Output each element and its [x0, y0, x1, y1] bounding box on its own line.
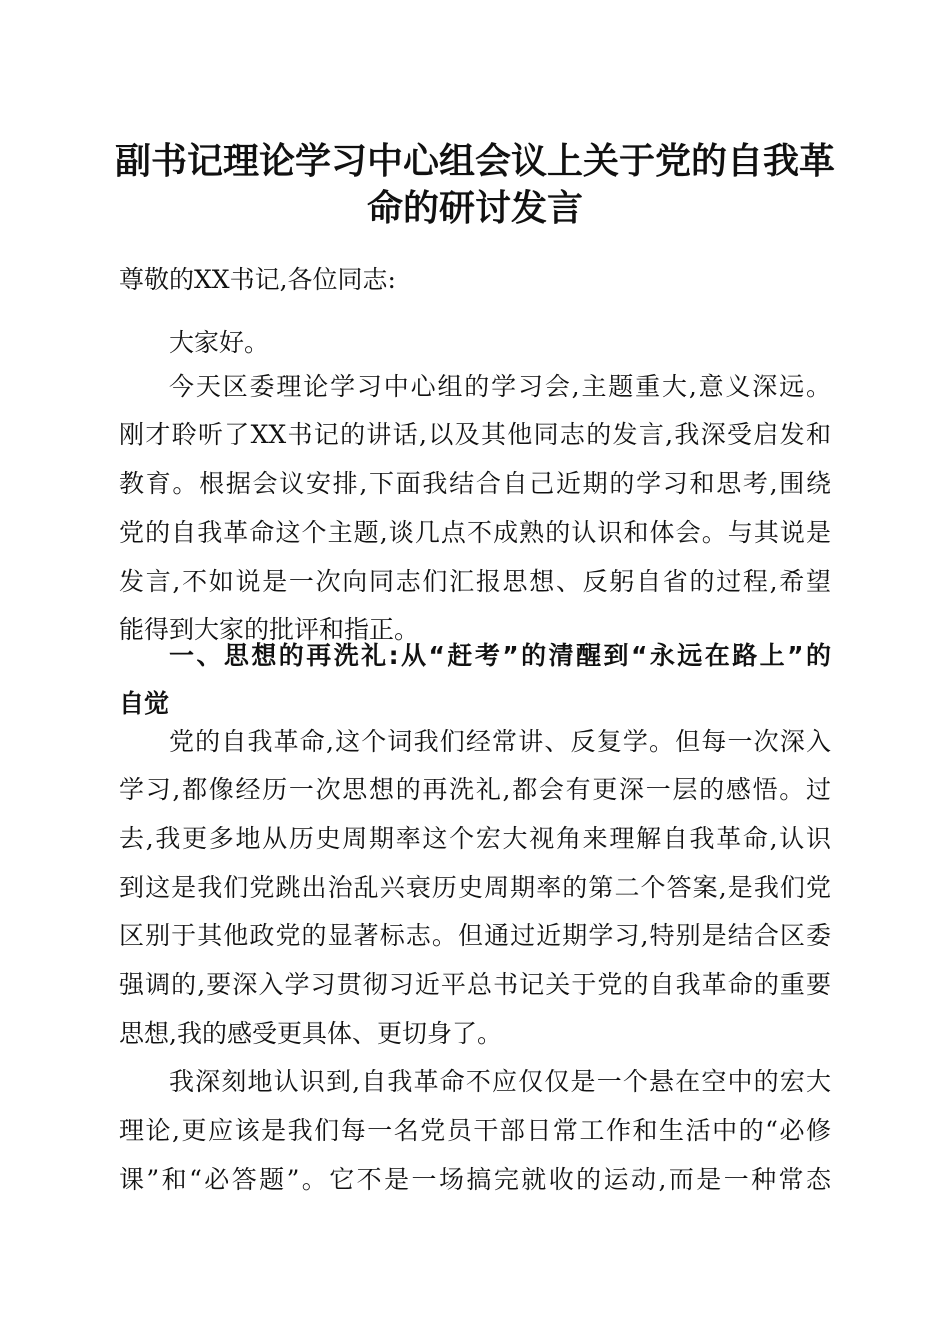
paragraph-1-line-4: 党的自我革命这个主题,谈几点不成熟的认识和体会。与其说是	[119, 518, 831, 547]
paragraph-2-line-4: 到这是我们党跳出治乱兴衰历史周期率的第二个答案,是我们党	[119, 873, 831, 902]
paragraph-2-line-7: 思想,我的感受更具体、更切身了。	[119, 1019, 502, 1048]
salutation: 尊敬的XX书记,各位同志:	[119, 265, 396, 294]
paragraph-3-line-3: 课”和“必答题”。它不是一场搞完就收的运动,而是一种常态	[119, 1165, 831, 1194]
paragraph-2-line-3: 去,我更多地从历史周期率这个宏大视角来理解自我革命,认识	[119, 824, 831, 853]
section-1-heading-line-1: 一、思想的再洗礼:从“赶考”的清醒到“永远在路上”的	[169, 641, 831, 670]
paragraph-1-line-3: 教育。根据会议安排,下面我结合自己近期的学习和思考,围绕	[119, 469, 831, 498]
paragraph-2-line-5: 区别于其他政党的显著标志。但通过近期学习,特别是结合区委	[119, 921, 831, 950]
document-title-line-2: 命的研讨发言	[366, 187, 583, 229]
paragraph-2-line-2: 学习,都像经历一次思想的再洗礼,都会有更深一层的感悟。过	[119, 775, 831, 804]
paragraph-1-line-2: 刚才聆听了XX书记的讲话,以及其他同志的发言,我深受启发和	[119, 420, 831, 449]
paragraph-2-line-6: 强调的,要深入学习贯彻习近平总书记关于党的自我革命的重要	[119, 970, 831, 999]
section-1-heading-line-2: 自觉	[119, 689, 170, 718]
paragraph-3-line-2: 理论,更应该是我们每一名党员干部日常工作和生活中的“必修	[119, 1116, 831, 1145]
paragraph-2-line-1: 党的自我革命,这个词我们经常讲、反复学。但每一次深入	[169, 727, 831, 756]
greeting: 大家好。	[169, 328, 270, 357]
paragraph-1-line-5: 发言,不如说是一次向同志们汇报思想、反躬自省的过程,希望	[119, 567, 831, 596]
paragraph-1-line-6: 能得到大家的批评和指正。	[119, 615, 420, 644]
paragraph-1-line-1: 今天区委理论学习中心组的学习会,主题重大,意义深远。	[169, 372, 831, 401]
document-title-line-1: 副书记理论学习中心组会议上关于党的自我革	[114, 140, 835, 182]
paragraph-3-line-1: 我深刻地认识到,自我革命不应仅仅是一个悬在空中的宏大	[169, 1067, 831, 1096]
